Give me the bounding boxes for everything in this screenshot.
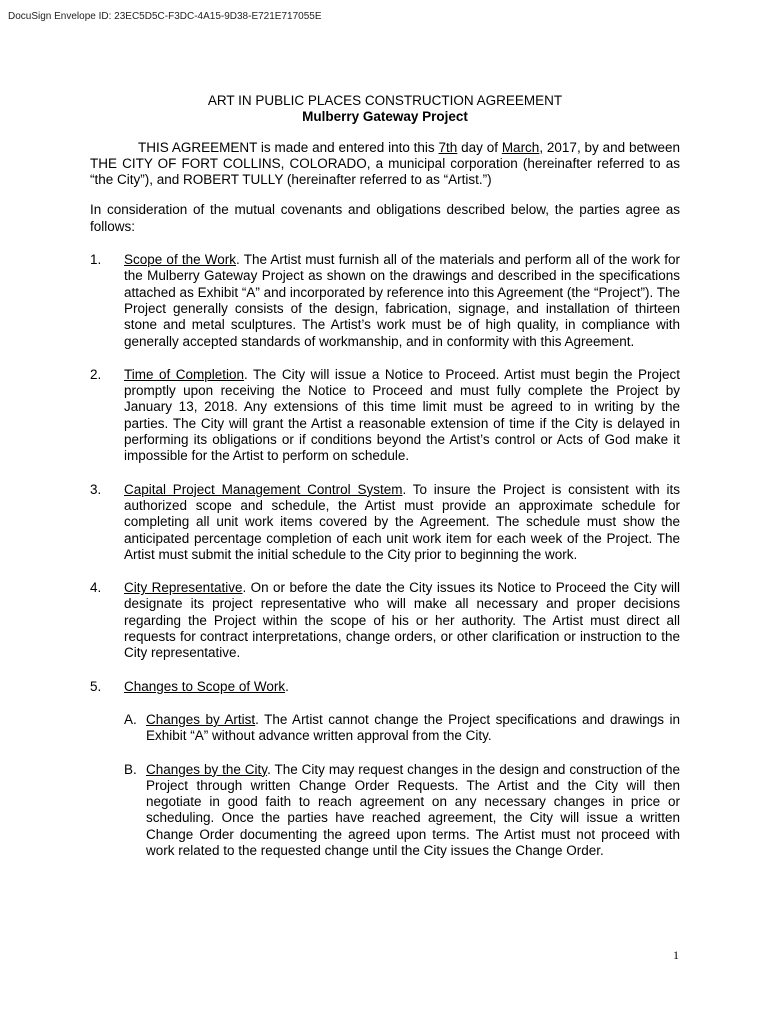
subsection-heading: Changes by Artist — [146, 711, 256, 727]
section-2 — [90, 367, 680, 465]
page-number: 1 — [673, 948, 679, 962]
subsection-text: . The Artist cannot change the Project specifications and drawings in Exhibit “A” without advance written approval from the City. — [146, 711, 680, 744]
envelope-id: DocuSign Envelope ID: 23EC5D5C-F3DC-4A15-9D38-E721E717055E — [8, 11, 322, 22]
intro-paragraph — [90, 140, 680, 189]
section-body — [124, 482, 680, 563]
section-body — [124, 580, 680, 661]
document-subtitle: Mulberry Gateway Project — [302, 109, 468, 125]
intro-text: , 2017, by and between THE CITY OF FORT COLLINS, COLORADO, a municipal corporation (hereinafter referred to as “the City”), and ROBERT TULLY (hereinafter referred to as “Artist.”) — [90, 139, 680, 188]
section-5 — [90, 679, 680, 695]
document-title: ART IN PUBLIC PLACES CONSTRUCTION AGREEMENT — [207, 93, 563, 108]
section-1 — [90, 252, 680, 350]
section-heading: Time of Completion — [124, 366, 245, 382]
section-text: . On or before the date the City issues its Notice to Proceed the City will designate its project representative who will make all necessary and proper decisions regarding the Project within the scope of his or her authority. The Artist must direct all requests for contract interpretations, change orders, or other clarification or instruction to the City representative. — [124, 580, 680, 661]
agreement-month: March — [501, 139, 540, 155]
section-number: 4. — [90, 580, 102, 596]
section-number: 3. — [90, 481, 102, 497]
subsection-body — [146, 712, 680, 745]
subsection-body — [146, 762, 680, 860]
section-text: . — [285, 678, 289, 694]
section-body — [124, 367, 680, 465]
subsection-heading: Changes by the City — [146, 761, 268, 777]
intro-text: THIS AGREEMENT is made and entered into this — [138, 139, 439, 155]
section-text: . To insure the Project is consistent with its authorized scope and schedule, the Artist must provide an approximate schedule for completing all unit work items covered by the Agreement. The schedule must show the anticipated percentage completion of each unit work item for each week of the Project. The Artist must submit the initial schedule to the City prior to beginning the work. — [124, 481, 680, 562]
section-3 — [90, 482, 680, 563]
subsection-text: . The City may request changes in the design and construction of the Project through written Change Order Requests. The Artist and the City will then negotiate in good faith to reach agreement on any necessary changes in price or scheduling. Once the parties have reached agreement, the City will issue a written Change Order documenting the agreed upon terms. The Artist must not proceed with work related to the requested change until the City issues the Change Order. — [146, 761, 680, 858]
document-page — [90, 93, 680, 859]
section-heading: Scope of the Work — [124, 252, 237, 268]
section-text: . The Artist must furnish all of the materials and perform all of the work for the Mulberry Gateway Project as shown on the drawings and described in the specifications attached as Exhibit “A” and incorporated by reference into this Agreement (the “Project”). The Project generally consists of the design, fabrication, signage, and installation of thirteen stone and metal sculptures. The Artist’s work must be of high quality, in compliance with generally accepted standards of workmanship, and in conformity with this Agreement. — [124, 252, 681, 349]
section-heading: Capital Project Management Control System — [124, 481, 403, 497]
intro-text: day of — [457, 139, 502, 155]
section-text: . The City will issue a Notice to Proceed. Artist must begin the Project promptly upon receiving the Notice to Proceed and must fully complete the Project by January 13, 2018. Any extensions of this time limit must be agreed to in writing by the parties. The City will grant the Artist a reasonable extension of time if the City is delayed in performing its obligations or if conditions beyond the Artist’s control or Acts of God make it impossible for the Artist to perform on schedule. — [124, 366, 680, 464]
section-body — [124, 252, 680, 350]
section-number: 2. — [90, 366, 102, 382]
subsection-b — [90, 762, 680, 860]
section-4 — [90, 580, 680, 661]
subsection-letter: B. — [124, 761, 137, 777]
agreement-day: 7th — [438, 139, 458, 155]
section-number: 1. — [90, 252, 102, 268]
consideration-paragraph: In consideration of the mutual covenants and obligations described below, the parties agree as follows: — [90, 202, 680, 234]
section-body — [124, 679, 680, 695]
subsection-letter: A. — [124, 711, 137, 727]
section-heading: Changes to Scope of Work — [124, 678, 286, 694]
section-heading: City Representative — [124, 580, 243, 596]
section-number: 5. — [90, 678, 102, 694]
subsection-a — [90, 712, 680, 745]
